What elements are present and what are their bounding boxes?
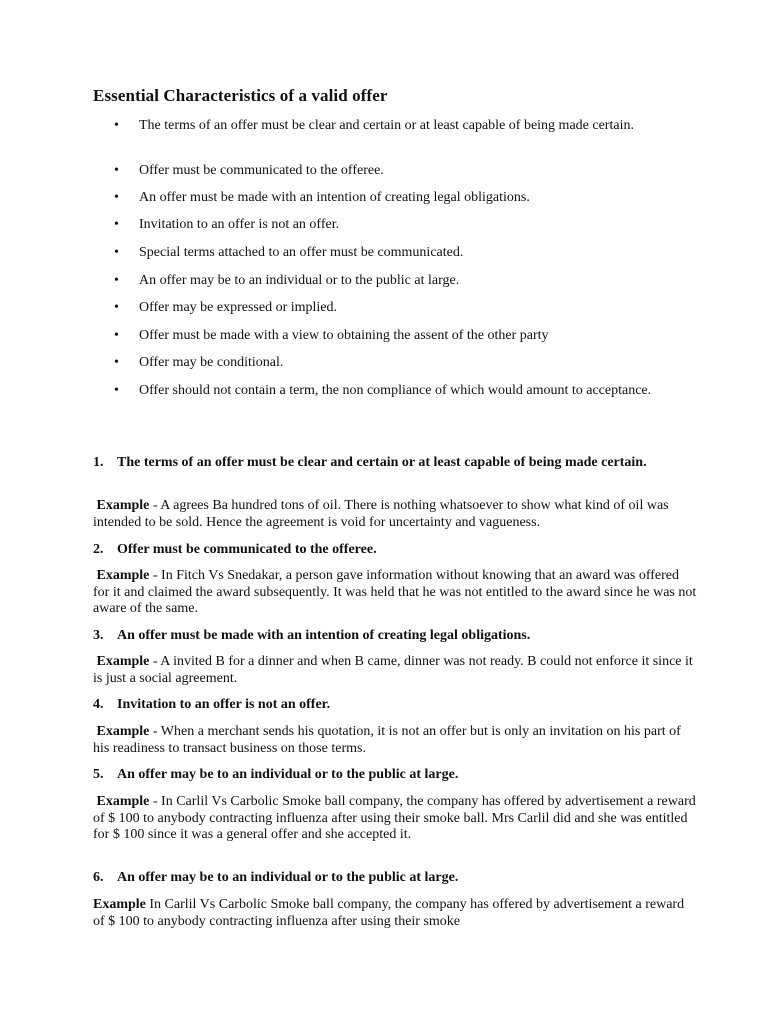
example-6 [93,897,683,930]
list-item-text: Offer may be conditional. [139,355,284,370]
section-heading-text: Offer must be communicated to the offeree. [117,542,377,557]
section-heading [93,767,683,784]
bullet-icon: • [114,328,119,343]
bullet-icon: • [114,245,119,260]
section-1 [93,455,683,472]
example-paragraph [93,654,697,687]
bullet-icon: • [114,190,119,205]
list-item-text: Offer must be communicated to the offeree. [139,163,384,178]
list-item-text: Special terms attached to an offer must be communicated. [139,245,464,260]
example-1 [93,498,683,531]
section-heading [93,697,683,714]
list-item-text: Invitation to an offer is not an offer. [139,217,340,232]
section-2 [93,542,683,559]
example-4 [93,724,683,757]
section-heading-text: The terms of an offer must be clear and certain or at least capable of being made certain. [117,455,647,470]
section-heading [93,542,683,559]
section-number: 5. [93,767,104,782]
example-text: In Carlil Vs Carbolic Smoke ball company, the company has offered by advertisement a reward of $ 100 to anybody contracting influenza after using their smoke [93,897,685,929]
example-text: - In Fitch Vs Snedakar, a person gave information without knowing that an award was offered for it and claimed the award subsequently. It was held that he was not entitled to the award since he was not aware of the same. [93,568,697,616]
section-heading-text: An offer must be made with an intention of creating legal obligations. [117,628,531,643]
bullet-icon: • [114,383,119,398]
example-label: Example [96,724,150,739]
example-label: Example [96,654,150,669]
list-item-text: Offer must be made with a view to obtaining the assent of the other party [139,328,549,343]
section-6 [93,870,683,887]
section-number: 3. [93,628,104,643]
list-item-text: The terms of an offer must be clear and certain or at least capable of being made certain. [139,118,634,133]
bullet-icon: • [114,217,119,232]
example-paragraph [93,897,697,930]
example-paragraph [93,568,697,618]
example-2 [93,568,697,618]
example-text: - A invited B for a dinner and when B came, dinner was not ready. B could not enforce it since it is just a social agreement. [93,654,693,686]
bullet-icon: • [114,273,119,288]
section-number: 6. [93,870,104,885]
section-heading-text: Invitation to an offer is not an offer. [117,697,331,712]
example-label: Example [96,794,150,809]
list-item-text: An offer must be made with an intention of creating legal obligations. [139,190,530,205]
example-paragraph [93,498,697,531]
section-5 [93,767,683,784]
document-title: Essential Characteristics of a valid offer [93,86,388,105]
example-3 [93,654,693,687]
section-heading [93,455,683,472]
section-number: 2. [93,542,104,557]
example-paragraph [93,794,697,844]
list-item-text: Offer may be expressed or implied. [139,300,338,315]
example-label: Example [96,568,150,583]
bullet-icon: • [114,118,119,133]
list-item-text: Offer should not contain a term, the non compliance of which would amount to acceptance. [139,383,652,398]
section-3 [93,628,683,645]
example-text: - In Carlil Vs Carbolic Smoke ball company, the company has offered by advertisement a reward of $ 100 to anybody contracting influenza after using their smoke ball. Mrs Carlil did and she was entitled for $ 100 since it was a general offer and she accepted it. [93,794,696,842]
section-4 [93,697,683,714]
example-paragraph [93,724,697,757]
section-heading [93,870,683,887]
example-label: Example [96,498,150,513]
bullet-icon: • [114,300,119,315]
example-5 [93,794,696,844]
example-text: - A agrees Ba hundred tons of oil. There is nothing whatsoever to show what kind of oil was intended to be sold. Hence the agreement is void for uncertainty and vagueness. [93,498,669,530]
example-label: Example [93,897,146,912]
list-item-text: An offer may be to an individual or to the public at large. [139,273,460,288]
section-heading-text: An offer may be to an individual or to the public at large. [117,870,459,885]
section-number: 1. [93,455,104,470]
section-heading-text: An offer may be to an individual or to the public at large. [117,767,459,782]
section-number: 4. [93,697,104,712]
bullet-icon: • [114,355,119,370]
example-text: - When a merchant sends his quotation, it is not an offer but is only an invitation on his part of his readiness to transact business on those terms. [93,724,681,756]
bullet-icon: • [114,163,119,178]
section-heading [93,628,683,645]
